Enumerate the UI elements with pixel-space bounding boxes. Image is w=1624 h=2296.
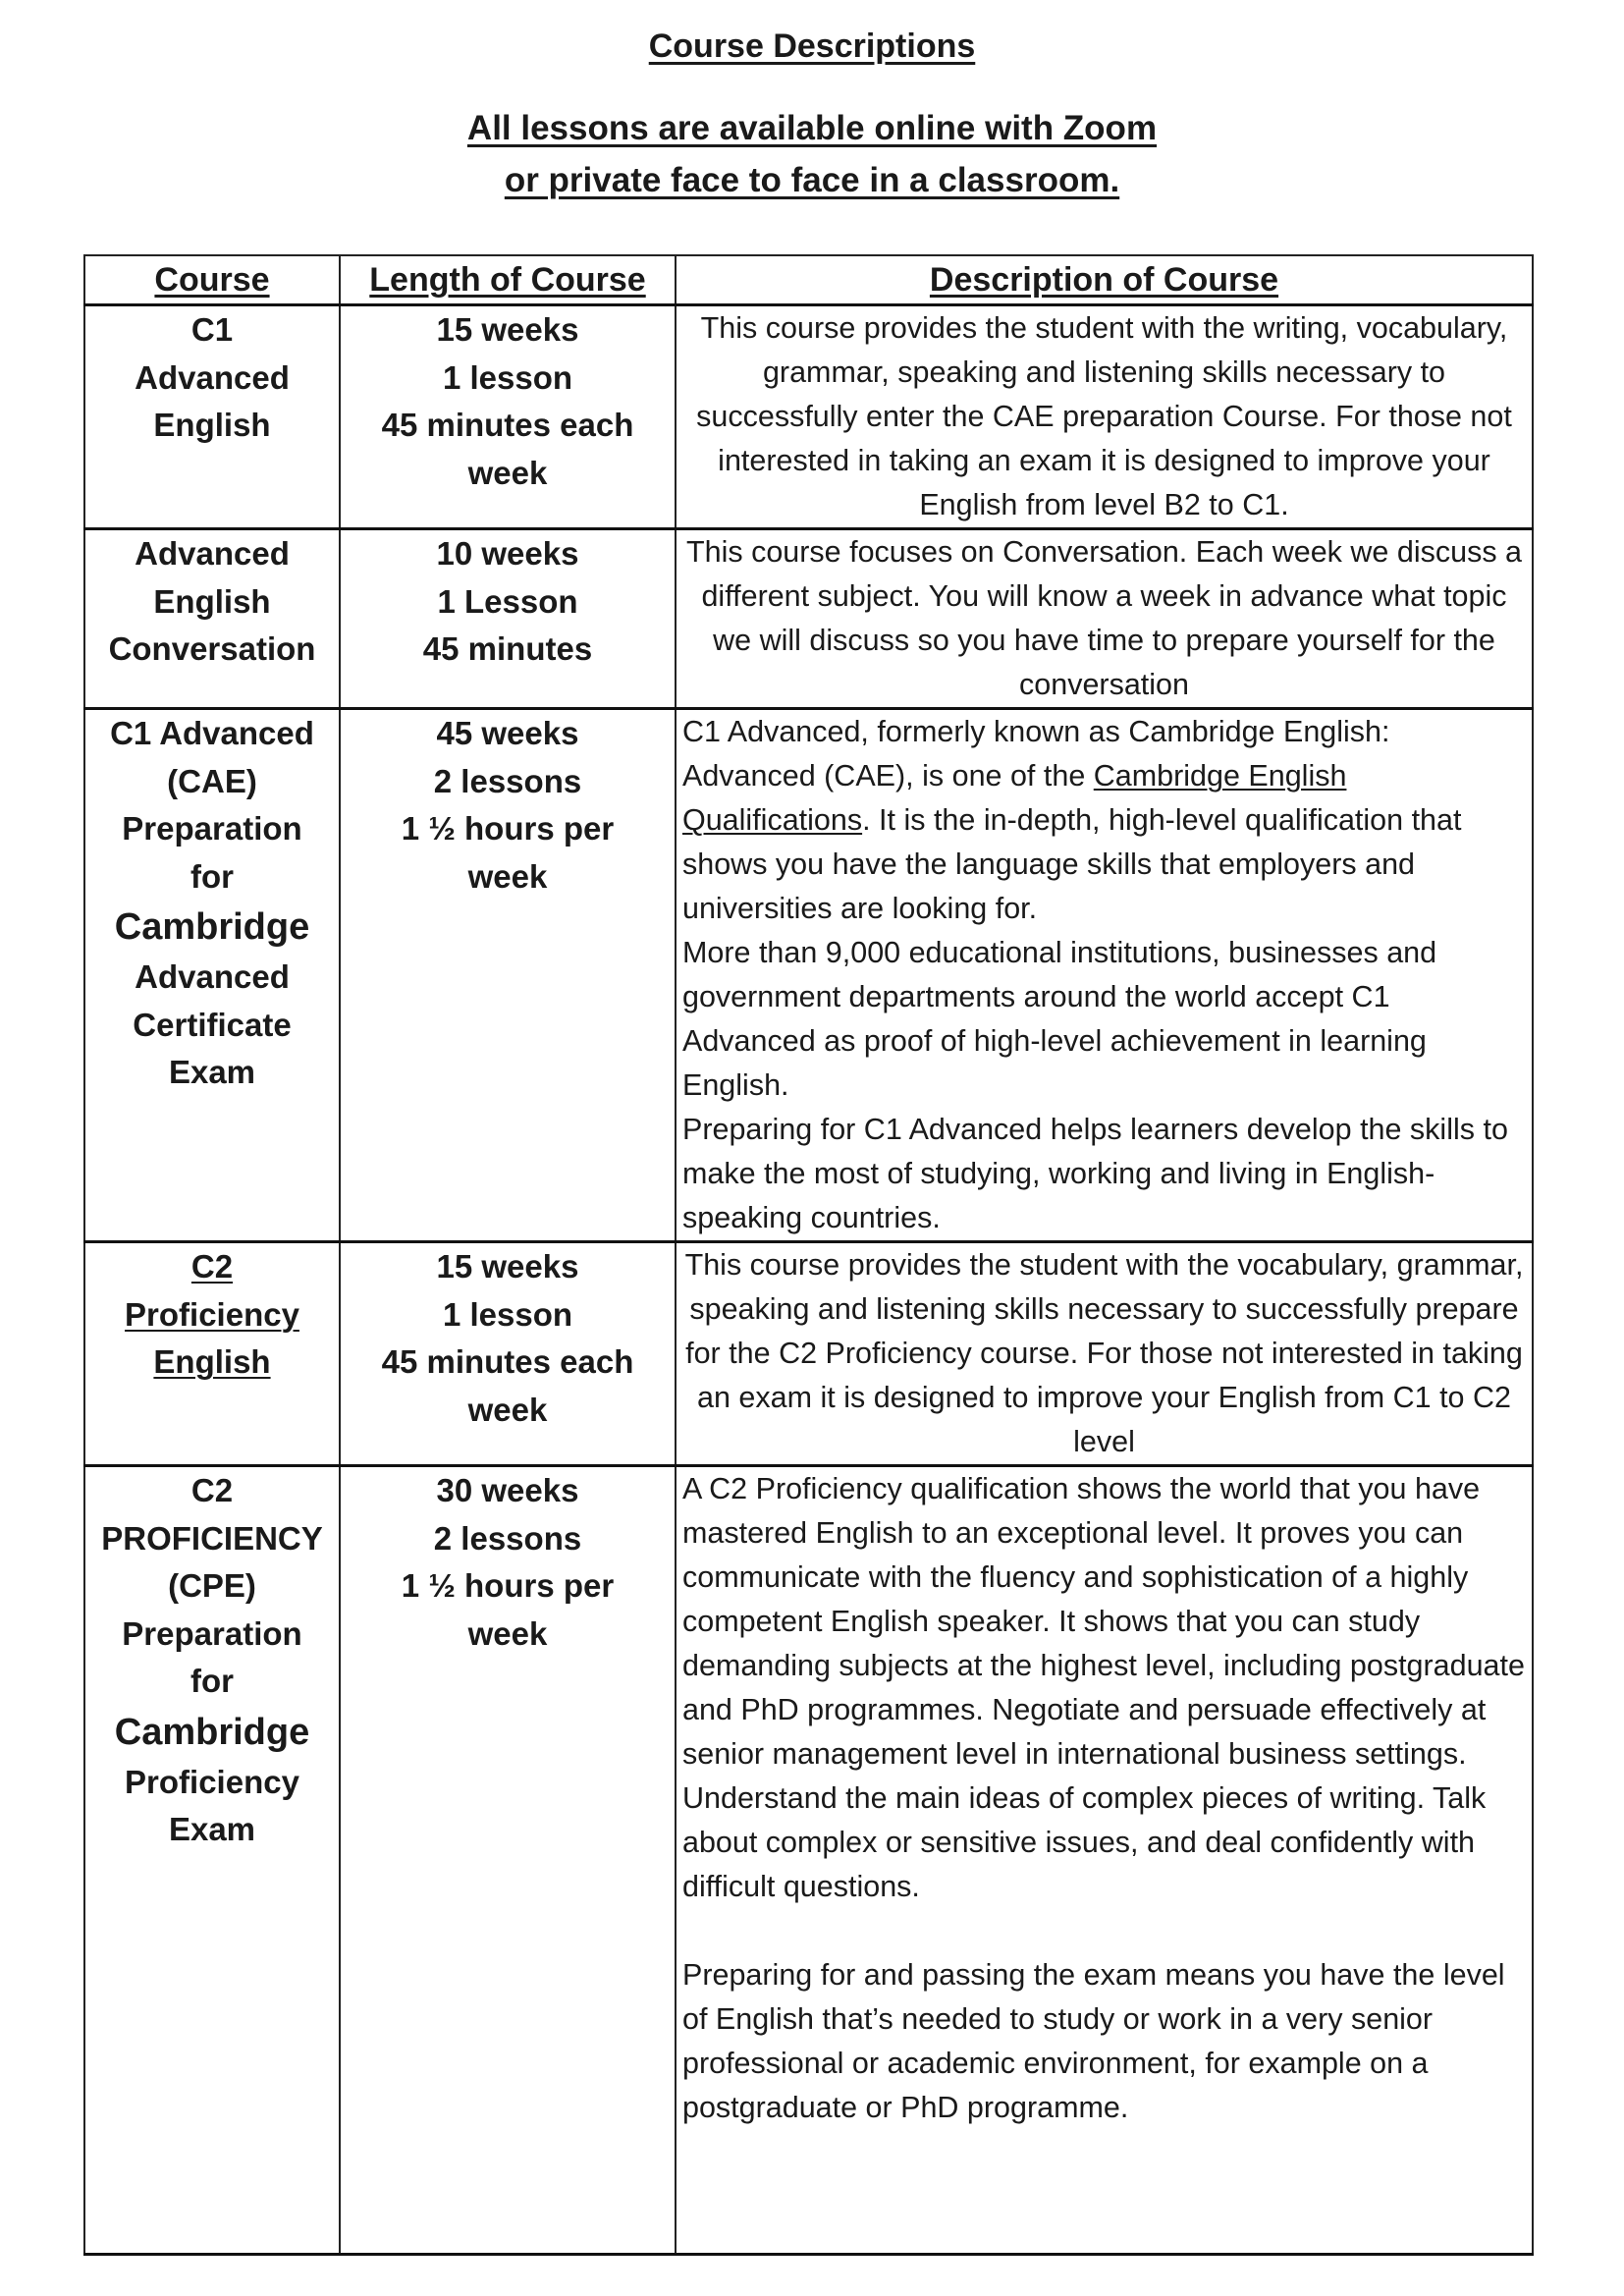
course-description: C1 Advanced, formerly known as Cambridge English: Advanced (CAE), is one of the Cambridge English Qualifications. It is the in-depth, high-level qualification that shows you have the language skills that employers and universities are looking for. More than 9,000 educational institutions, businesses and government departments around the world accept C1 Advanced as proof of high-level achievement in learning English. Preparing for C1 Advanced helps learners develop the skills to make the most of studying, working and living in English-speaking countries. [676,709,1533,1242]
page-title: Course Descriptions [648,27,976,65]
header-description: Description of Course [676,255,1533,305]
course-length: 15 weeks 1 lesson 45 minutes each week [340,1242,676,1466]
course-description: This course provides the student with the vocabulary, grammar, speaking and listening skills necessary to successfully prepare for the C2 Proficiency course. For those not interested in taking an exam it is designed to improve your English from C1 to C2 level [676,1242,1533,1466]
paragraph-spacer [682,1909,1526,1953]
course-length: 45 weeks 2 lessons 1 ½ hours per week [340,709,676,1242]
course-length: 15 weeks 1 lesson 45 minutes each week [340,305,676,529]
course-name: C1 Advanced English [84,305,340,529]
header-course: Course [84,255,340,305]
availability-notice [0,102,1624,206]
table-row [84,1242,1533,1466]
course-name: C1 Advanced (CAE) Preparation for Cambridge Advanced Certificate Exam [84,709,340,1242]
course-length: 10 weeks 1 Lesson 45 minutes [340,529,676,709]
table-row [84,529,1533,709]
table-row [84,305,1533,529]
course-length: 30 weeks 2 lessons 1 ½ hours per week [340,1466,676,2255]
table-row [84,709,1533,1242]
course-name: C2 PROFICIENCY (CPE) Preparation for Cambridge Proficiency Exam [84,1466,340,2255]
cambridge-english-qualifications-link[interactable]: Cambridge English Qualifications [682,759,1347,837]
table-header-row [84,255,1533,305]
course-table [83,254,1534,2256]
course-description: This course focuses on Conversation. Each week we discuss a different subject. You will know a week in advance what topic we will discuss so you have time to prepare yourself for the conversation [676,529,1533,709]
course-description: A C2 Proficiency qualification shows the world that you have mastered English to an exceptional level. It proves you can communicate with the fluency and sophistication of a highly competent English speaker. It shows that you can study demanding subjects at the highest level, including postgraduate and PhD programmes. Negotiate and persuade effectively at senior management level in international business settings. Understand the main ideas of complex pieces of writing. Talk about complex or sensitive issues, and deal confidently with difficult questions. Preparing for and passing the exam means you have the level of English that’s needed to study or work in a very senior professional or academic environment, for example on a postgraduate or PhD programme. [676,1466,1533,2255]
table-row [84,1466,1533,2255]
course-description: This course provides the student with the writing, vocabulary, grammar, speaking and listening skills necessary to successfully enter the CAE preparation Course. For those not interested in taking an exam it is designed to improve your English from level B2 to C1. [676,305,1533,529]
course-name: C2 Proficiency English [84,1242,340,1466]
availability-line-2: or private face to face in a classroom. [504,161,1120,199]
header-length: Length of Course [340,255,676,305]
availability-line-1: All lessons are available online with Zoom [466,109,1158,147]
course-name: Advanced English Conversation [84,529,340,709]
